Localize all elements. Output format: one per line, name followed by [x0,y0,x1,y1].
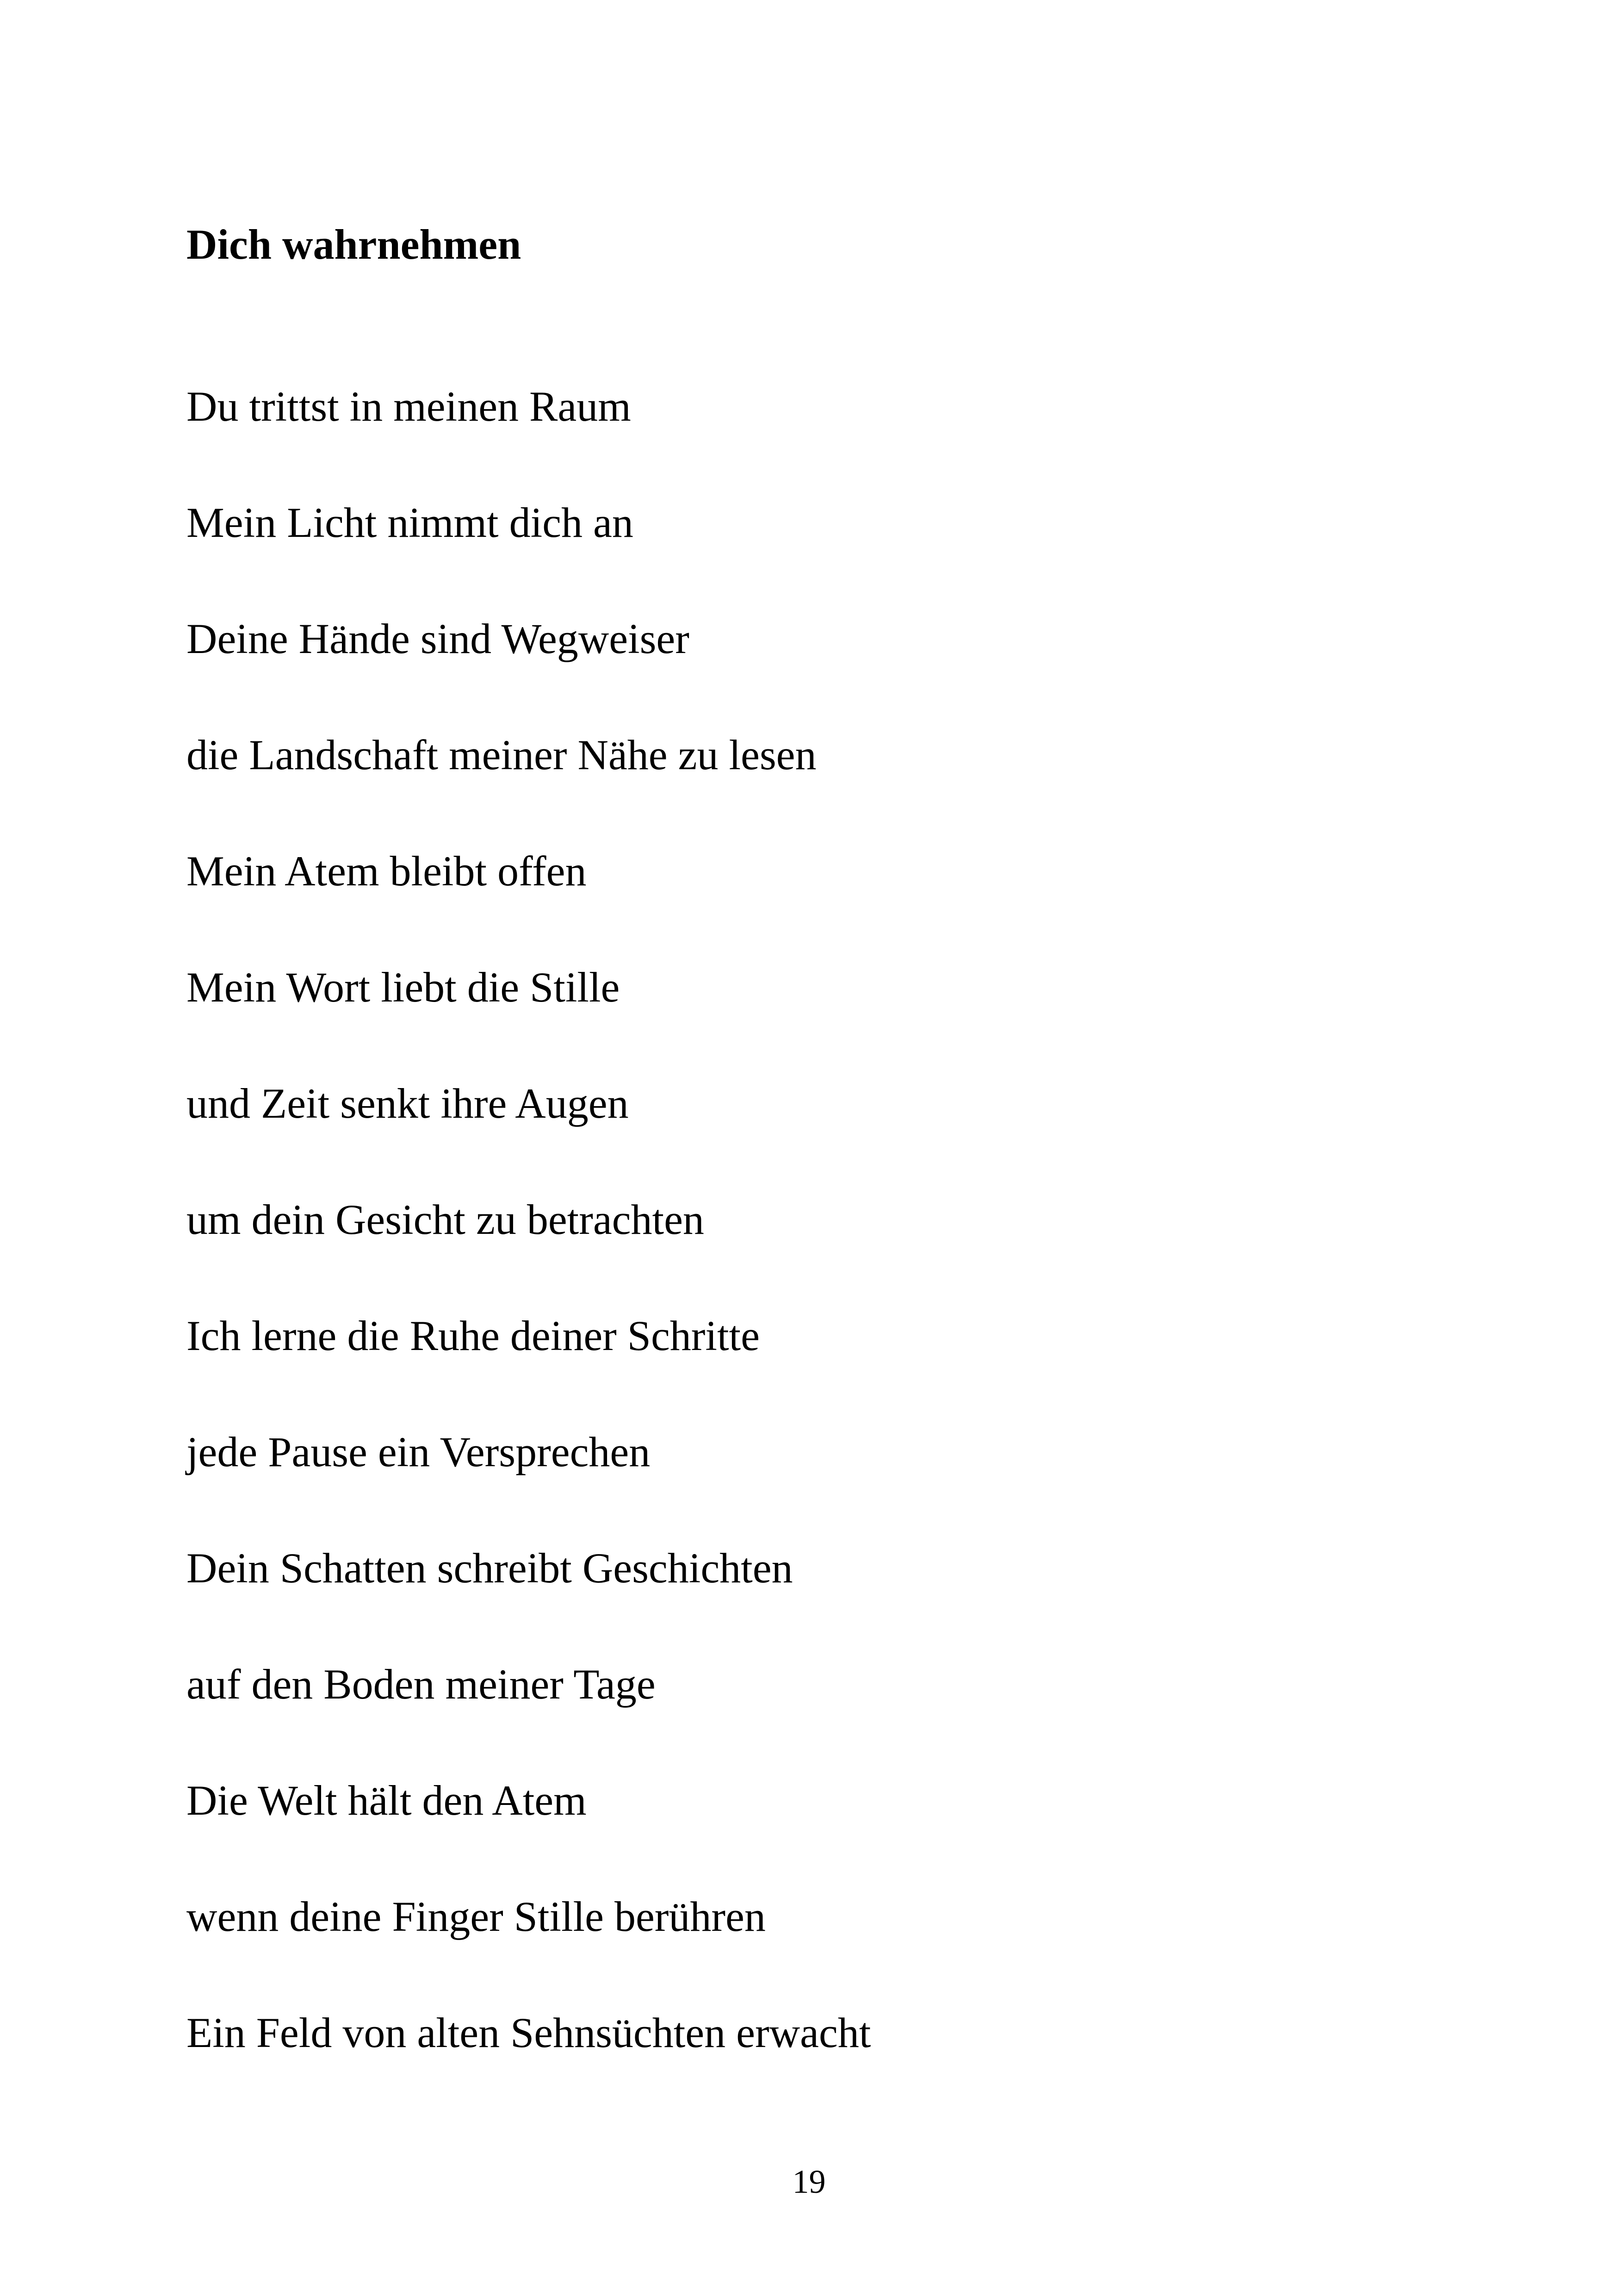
poem-line: jede Pause ein Versprechen [186,1428,651,1475]
poem-line: Mein Atem bleibt offen [186,847,587,895]
poem-body [186,379,871,2121]
poem-line: und Zeit senkt ihre Augen [186,1080,629,1127]
poem-line: Ich lerne die Ruhe deiner Schritte [186,1312,760,1359]
poem-line: Dein Schatten schreibt Geschichten [186,1544,793,1592]
poem-line: Die Welt hält den Atem [186,1777,587,1824]
poem-title: Dich wahrnehmen [186,221,521,268]
poem-line: Deine Hände sind Wegweiser [186,615,689,662]
poem-line: auf den Boden meiner Tage [186,1661,656,1708]
poem-line: Mein Wort liebt die Stille [186,964,620,1011]
poem-line: Ein Feld von alten Sehnsüchten erwacht [186,2009,871,2056]
page-number: 19 [792,2163,826,2200]
poem-line: um dein Gesicht zu betrachten [186,1196,704,1243]
poem-line: die Landschaft meiner Nähe zu lesen [186,731,817,778]
poem-line: Mein Licht nimmt dich an [186,499,633,546]
poem-line: Du trittst in meinen Raum [186,383,631,430]
poem-line: wenn deine Finger Stille berühren [186,1893,766,1940]
